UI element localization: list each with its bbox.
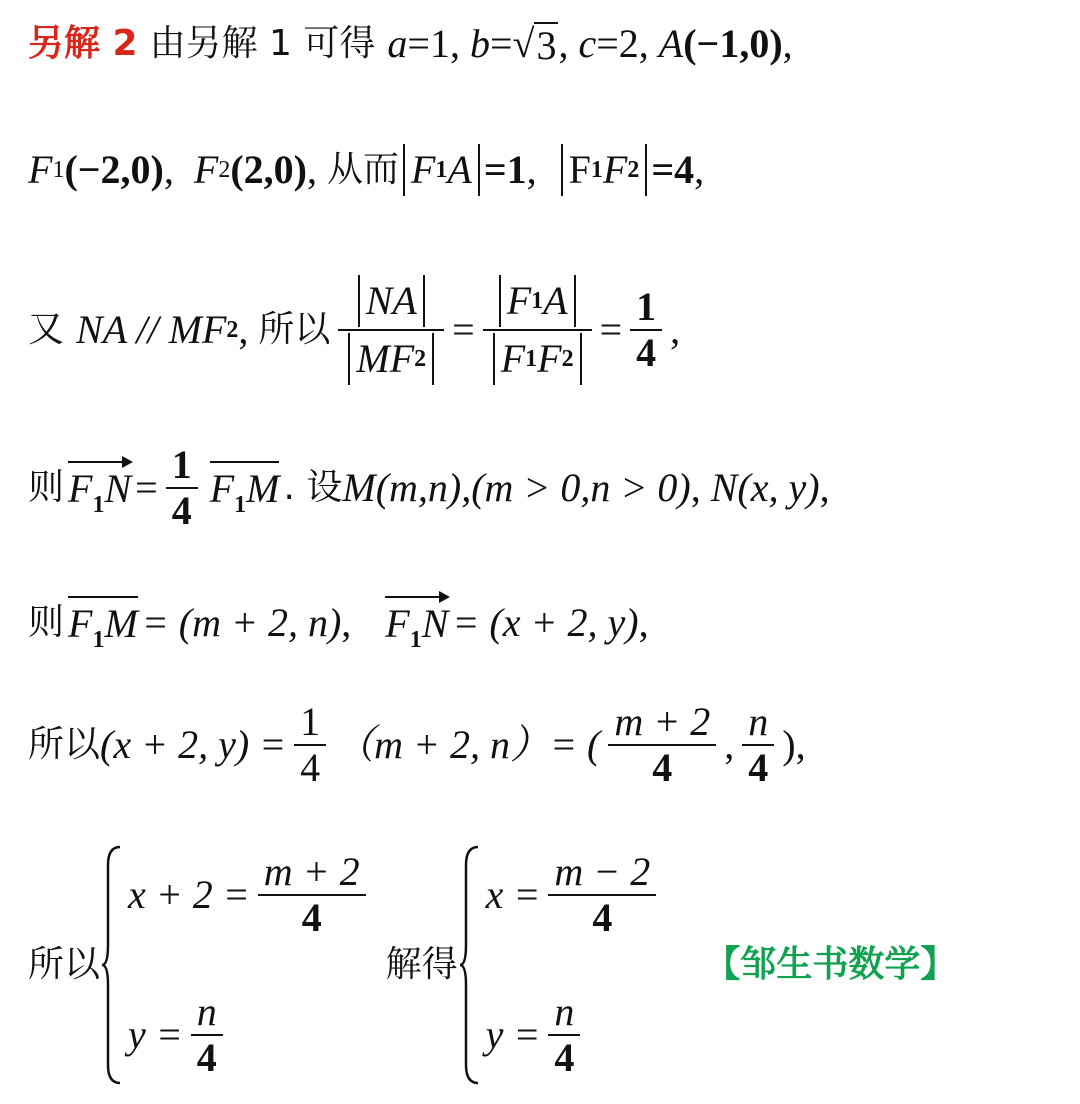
fraction-n: $\frac{n}{4}$: [742, 700, 774, 790]
focus-F1: F: [28, 147, 53, 192]
focus-F1-coord: (−2,0): [64, 147, 164, 192]
vector-F1N-value: = (x + 2, y): [452, 600, 639, 645]
so-text: 所以: [258, 309, 331, 350]
so-text: 所以: [28, 724, 101, 765]
abs-F1F2: F 1 F 2: [561, 144, 648, 196]
abs-F1A-value: =1: [483, 147, 527, 192]
quarter-fraction: $\frac{1}{4}$: [166, 443, 198, 533]
line-3: 又 NA // MF 2 , 所以 NA MF 2 = F 1 A F 1 F 2 = $\frac{1}{4}$ ,: [28, 260, 1070, 400]
watermark: 【邹生书数学】: [704, 944, 957, 985]
ratio-NA-MF2: NA MF 2: [338, 273, 444, 387]
b-eq-sign: =: [489, 21, 513, 66]
also-text: 又: [28, 309, 65, 350]
vector-F1M-value: = (m + 2, n): [141, 600, 342, 645]
left-brace-1: [100, 845, 122, 1085]
line-systems: [28, 845, 1070, 1085]
system-1: x + 2 = $\frac{m + 2}{4}$ y = $\frac{n}{4}$: [128, 850, 374, 1080]
point-N: N: [710, 465, 738, 510]
abs-F1A: F 1 A: [403, 144, 480, 196]
lhs-expression: (x + 2, y) =: [100, 722, 287, 767]
root-value: 3: [536, 23, 557, 68]
point-M: M: [342, 465, 376, 510]
set-text: . 设: [283, 467, 343, 508]
var-b: b: [469, 21, 490, 66]
point-A-coord: (−1,0): [683, 21, 783, 66]
vector-F1N: $F_1N$: [385, 594, 448, 652]
line-2: F 1 (−2,0) , F 2 (2,0) , 从而 F 1 A =1 , F 1 F 2 =4 ,: [28, 140, 1070, 200]
var-c: c: [578, 21, 597, 66]
focus-F2-coord: (2,0): [230, 147, 307, 192]
left-brace-2: [458, 845, 480, 1085]
vector-F1M: $F_1M$: [68, 594, 138, 652]
focus-F2: F: [193, 147, 219, 192]
system-2: x = $\frac{m - 2}{4}$ y = $\frac{n}{4}$: [486, 850, 665, 1080]
parallel-relation: NA // MF: [76, 307, 227, 352]
line-4: 则 $F_1N$ = $\frac{1}{4}$ $F_1M$ . 设 M (m,n),(m > 0,n > 0) , N (x, y) ,: [28, 442, 830, 533]
then-text: 则: [28, 602, 65, 643]
so-text: 所以: [28, 944, 101, 985]
mid-expression: （m + 2, n）= (: [334, 722, 601, 767]
c-value: =2: [596, 21, 639, 66]
then-text: 则: [28, 467, 65, 508]
var-a: a: [387, 21, 408, 66]
abs-F1F2-value: =4: [651, 147, 695, 192]
solution-heading: 另解 2: [28, 23, 138, 64]
then-text: 从而: [326, 149, 399, 190]
vector-F1M: $F_1M$: [210, 459, 280, 517]
line-6: 所以 (x + 2, y) = $\frac{1}{4}$ （m + 2, n）= ( $\frac{m + 2}{4}$ , $\frac{n}{4}$ ) ,: [28, 699, 806, 790]
line-1: 另解 2 由另解 1 可得 a =1 , b = √ 3 , c =2 , A (−1,0) ,: [28, 21, 793, 68]
quarter-fraction: $\frac{1}{4}$: [294, 700, 326, 790]
ratio-value: $\frac{1}{4}$: [630, 285, 662, 375]
point-M-coord: (m,n),(m > 0,n > 0): [375, 465, 691, 510]
point-A: A: [658, 21, 684, 66]
fraction-m-plus-2: $\frac{m + 2}{4}$: [608, 700, 716, 790]
intro-text: 由另解 1 可得: [149, 23, 376, 64]
a-value: =1: [407, 21, 450, 66]
ratio-F1A-F1F2: F 1 A F 1 F 2: [483, 273, 592, 387]
solve-text: 解得: [385, 944, 458, 985]
vector-F1N: $F_1N$: [68, 459, 131, 517]
point-N-coord: (x, y): [737, 465, 820, 510]
line-5: 则 $F_1M$ = (m + 2, n) , $F_1N$ = (x + 2, y) ,: [28, 588, 1070, 658]
